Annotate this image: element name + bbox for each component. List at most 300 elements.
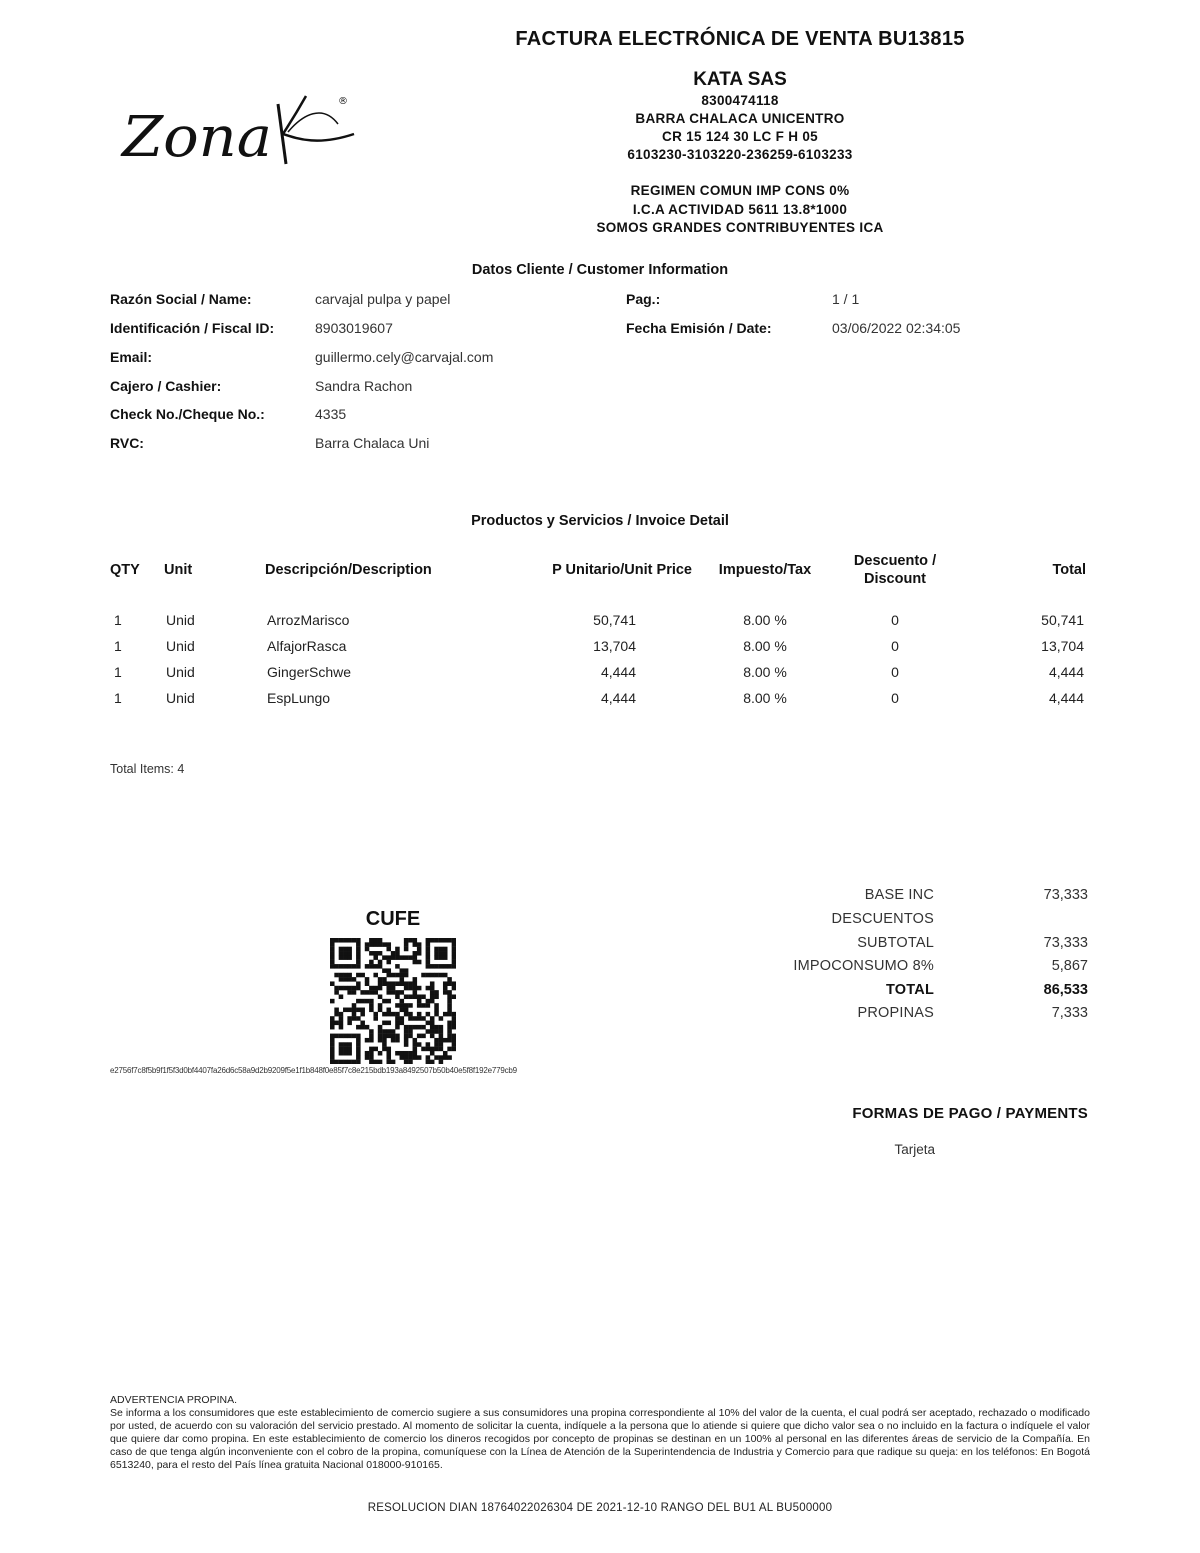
qr-module <box>373 986 378 991</box>
qr-module <box>395 994 400 999</box>
qr-module <box>443 973 448 978</box>
total-value: 86,533 <box>1043 982 1088 998</box>
tips-label: PROPINAS <box>857 1005 934 1021</box>
qr-module <box>347 1060 352 1064</box>
qr-module <box>356 938 361 943</box>
qr-module <box>404 938 409 943</box>
qr-module <box>373 951 378 956</box>
qr-module <box>360 1012 365 1017</box>
qr-module <box>434 1029 439 1034</box>
qr-module <box>386 1021 391 1026</box>
row-unit: Unid <box>166 638 195 654</box>
qr-module <box>404 1012 409 1017</box>
table-row <box>0 638 1200 664</box>
qr-module <box>434 1008 439 1013</box>
qr-module <box>439 955 444 960</box>
qr-module <box>439 1016 444 1021</box>
qr-module <box>339 1012 344 1017</box>
qr-module <box>347 955 352 960</box>
qr-module <box>343 1042 348 1047</box>
qr-module <box>426 955 431 960</box>
qr-module <box>430 994 435 999</box>
qr-module <box>334 1060 339 1064</box>
qr-module <box>400 1003 405 1008</box>
qr-module <box>330 951 335 956</box>
qr-module <box>417 999 422 1004</box>
qr-module <box>391 1060 396 1064</box>
qr-module <box>347 977 352 982</box>
qr-module <box>330 942 335 947</box>
qr-module <box>330 955 335 960</box>
qr-code-graphic <box>330 938 456 1064</box>
qr-module <box>400 955 405 960</box>
qr-module <box>373 955 378 960</box>
qr-module <box>373 1047 378 1052</box>
qr-module <box>443 955 448 960</box>
qr-module <box>452 938 456 943</box>
qr-module <box>404 1055 409 1060</box>
qr-module <box>369 999 374 1004</box>
qr-module <box>430 1021 435 1026</box>
qr-module <box>408 986 413 991</box>
qr-module <box>365 999 370 1004</box>
qr-module <box>347 964 352 969</box>
qr-module <box>343 1060 348 1064</box>
qr-module <box>400 1008 405 1013</box>
qr-module <box>400 1016 405 1021</box>
qr-module <box>378 1060 383 1064</box>
qr-module <box>391 981 396 986</box>
qr-module <box>395 947 400 952</box>
qr-module <box>395 1025 400 1030</box>
qr-module <box>369 1051 374 1056</box>
qr-module <box>330 938 335 943</box>
qr-module <box>400 1055 405 1060</box>
row-total: 4,444 <box>1048 690 1084 706</box>
qr-module <box>430 990 435 995</box>
col-header-qty: QTY <box>110 562 140 578</box>
qr-module <box>373 973 378 978</box>
qr-module <box>452 994 456 999</box>
qr-module <box>447 1055 452 1060</box>
qr-module <box>356 955 361 960</box>
qr-module <box>360 1008 365 1013</box>
qr-module <box>339 1042 344 1047</box>
qr-module <box>330 947 335 952</box>
ica-line: I.C.A ACTIVIDAD 5611 13.8*1000 <box>632 201 848 217</box>
table-row <box>0 612 1200 638</box>
qr-module <box>386 1060 391 1064</box>
qr-module <box>400 990 405 995</box>
qr-module <box>369 942 374 947</box>
qr-module <box>356 964 361 969</box>
qr-module <box>356 1034 361 1039</box>
email-value: guillermo.cely@carvajal.com <box>315 349 494 365</box>
qr-module <box>439 1060 444 1064</box>
invoice-detail-heading: Productos y Servicios / Invoice Detail <box>471 513 729 529</box>
row-unit-price: 50,741 <box>593 612 636 628</box>
qr-module <box>356 999 361 1004</box>
qr-module <box>386 942 391 947</box>
contributors-line: SOMOS GRANDES CONTRIBUYENTES ICA <box>596 220 884 235</box>
qr-module <box>352 1034 357 1039</box>
company-phones: 6103230-3103220-236259-6103233 <box>627 147 853 162</box>
qr-module <box>369 1003 374 1008</box>
qr-module <box>404 1060 409 1064</box>
qr-module <box>378 942 383 947</box>
qr-module <box>395 990 400 995</box>
qr-module <box>352 986 357 991</box>
qr-module <box>378 951 383 956</box>
qr-module <box>404 1038 409 1043</box>
qr-module <box>378 1034 383 1039</box>
qr-module <box>426 964 431 969</box>
qr-module <box>334 964 339 969</box>
qr-module <box>373 942 378 947</box>
document-title: FACTURA ELECTRÓNICA DE VENTA BU13815 <box>515 28 965 50</box>
subtotal-label: SUBTOTAL <box>857 935 934 951</box>
qr-module <box>386 1034 391 1039</box>
qr-module <box>447 1003 452 1008</box>
qr-module <box>417 1042 422 1047</box>
qr-module <box>339 986 344 991</box>
qr-module <box>439 1042 444 1047</box>
qr-module <box>373 964 378 969</box>
qr-module <box>417 1034 422 1039</box>
qr-module <box>339 938 344 943</box>
row-unit-price: 13,704 <box>593 638 636 654</box>
qr-module <box>408 1012 413 1017</box>
qr-module <box>330 1038 335 1043</box>
qr-module <box>339 977 344 982</box>
qr-module <box>386 960 391 965</box>
qr-module <box>334 1008 339 1013</box>
qr-module <box>330 981 335 986</box>
qr-module <box>439 1038 444 1043</box>
qr-module <box>439 1034 444 1039</box>
qr-module <box>347 973 352 978</box>
qr-module <box>447 990 452 995</box>
qr-module <box>404 1025 409 1030</box>
col-header-description: Descripción/Description <box>265 562 432 578</box>
qr-module <box>413 1016 418 1021</box>
check-label: Check No./Cheque No.: <box>110 406 265 422</box>
table-row <box>0 664 1200 690</box>
qr-module <box>382 1029 387 1034</box>
impoconsumo-value: 5,867 <box>1051 958 1088 974</box>
qr-module <box>395 1051 400 1056</box>
qr-module <box>447 1021 452 1026</box>
qr-module <box>386 947 391 952</box>
qr-module <box>421 994 426 999</box>
qr-module <box>417 1016 422 1021</box>
row-description: AlfajorRasca <box>267 638 347 654</box>
qr-module <box>373 938 378 943</box>
row-unit-price: 4,444 <box>600 690 636 706</box>
qr-module <box>413 981 418 986</box>
qr-module <box>426 1042 431 1047</box>
qr-module <box>439 964 444 969</box>
qr-module <box>452 960 456 965</box>
qr-module <box>443 1055 448 1060</box>
qr-module <box>391 951 396 956</box>
qr-module <box>452 1038 456 1043</box>
qr-module <box>439 973 444 978</box>
qr-module <box>447 1034 452 1039</box>
qr-module <box>347 1042 352 1047</box>
qr-module <box>447 994 452 999</box>
qr-module <box>452 981 456 986</box>
company-branch: BARRA CHALACA UNICENTRO <box>635 111 845 126</box>
total-items: Total Items: 4 <box>110 762 185 776</box>
qr-module <box>382 968 387 973</box>
row-description: ArrozMarisco <box>267 612 350 628</box>
qr-module <box>413 960 418 965</box>
qr-module <box>443 986 448 991</box>
company-info <box>540 68 940 164</box>
qr-module <box>356 1055 361 1060</box>
qr-module <box>386 990 391 995</box>
qr-module <box>426 951 431 956</box>
page-value: 1 / 1 <box>832 291 860 307</box>
qr-module <box>343 1047 348 1052</box>
qr-module <box>404 1042 409 1047</box>
qr-module <box>421 1047 426 1052</box>
qr-module <box>426 1060 431 1064</box>
qr-module <box>404 981 409 986</box>
qr-module <box>400 981 405 986</box>
qr-module <box>373 1012 378 1017</box>
qr-module <box>452 942 456 947</box>
qr-module <box>417 986 422 991</box>
qr-module <box>430 1034 435 1039</box>
qr-module <box>434 938 439 943</box>
qr-module <box>395 1012 400 1017</box>
qr-module <box>443 951 448 956</box>
qr-module <box>413 986 418 991</box>
qr-module <box>452 1021 456 1026</box>
qr-module <box>391 1034 396 1039</box>
qr-module <box>400 977 405 982</box>
company-address: CR 15 124 30 LC F H 05 <box>662 129 818 144</box>
qr-module <box>382 1047 387 1052</box>
qr-module <box>352 964 357 969</box>
qr-module <box>439 951 444 956</box>
qr-module <box>343 951 348 956</box>
svg-text:Zona: Zona <box>119 105 272 170</box>
qr-module <box>365 990 370 995</box>
qr-module <box>347 1021 352 1026</box>
qr-module <box>378 938 383 943</box>
qr-module <box>408 1029 413 1034</box>
qr-module <box>347 951 352 956</box>
qr-module <box>369 1055 374 1060</box>
qr-module <box>339 1034 344 1039</box>
qr-module <box>452 1016 456 1021</box>
qr-module <box>391 955 396 960</box>
qr-module <box>408 1003 413 1008</box>
row-qty: 1 <box>114 638 122 654</box>
qr-module <box>408 1025 413 1030</box>
payment-method: Tarjeta <box>894 1142 935 1157</box>
qr-module <box>334 973 339 978</box>
qr-module <box>417 1055 422 1060</box>
company-name: KATA SAS <box>693 69 787 90</box>
base-inc-label: BASE INC <box>864 887 934 903</box>
qr-module <box>443 990 448 995</box>
qr-module <box>382 981 387 986</box>
qr-module <box>395 1034 400 1039</box>
qr-module <box>334 1021 339 1026</box>
qr-module <box>426 1021 431 1026</box>
qr-module <box>430 1047 435 1052</box>
qr-module <box>334 986 339 991</box>
qr-module <box>443 947 448 952</box>
row-total: 4,444 <box>1048 664 1084 680</box>
col-header-tax: Impuesto/Tax <box>718 562 812 578</box>
qr-module <box>395 1003 400 1008</box>
qr-module <box>339 1025 344 1030</box>
qr-module <box>443 1038 448 1043</box>
qr-module <box>356 1025 361 1030</box>
row-discount: 0 <box>891 638 899 654</box>
qr-module <box>404 986 409 991</box>
qr-module <box>360 990 365 995</box>
qr-module <box>447 938 452 943</box>
qr-module <box>421 1016 426 1021</box>
qr-module <box>413 938 418 943</box>
qr-module <box>439 1025 444 1030</box>
qr-module <box>430 938 435 943</box>
qr-module <box>400 1051 405 1056</box>
qr-module <box>395 1021 400 1026</box>
total-label: TOTAL <box>886 982 934 998</box>
qr-module <box>447 981 452 986</box>
qr-module <box>378 1025 383 1030</box>
tip-warning-title: ADVERTENCIA PROPINA. <box>110 1394 238 1406</box>
fiscal-id-value: 8903019607 <box>315 320 393 336</box>
qr-module <box>339 1060 344 1064</box>
qr-module <box>430 981 435 986</box>
qr-module <box>356 947 361 952</box>
qr-module <box>430 1060 435 1064</box>
col-header-total: Total <box>1052 562 1086 578</box>
qr-module <box>365 947 370 952</box>
qr-module <box>413 1051 418 1056</box>
qr-module <box>347 1034 352 1039</box>
qr-module <box>413 951 418 956</box>
qr-module <box>339 994 344 999</box>
qr-module <box>386 981 391 986</box>
qr-module <box>373 1016 378 1021</box>
qr-module <box>378 1029 383 1034</box>
qr-module <box>443 981 448 986</box>
qr-module <box>452 1047 456 1052</box>
qr-module <box>347 986 352 991</box>
qr-module <box>373 1060 378 1064</box>
row-qty: 1 <box>114 690 122 706</box>
qr-module <box>330 1021 335 1026</box>
qr-module <box>343 964 348 969</box>
qr-module <box>378 981 383 986</box>
qr-module <box>400 999 405 1004</box>
col-header-discount-line2: Discount <box>863 571 927 587</box>
qr-module <box>352 1003 357 1008</box>
qr-module <box>334 990 339 995</box>
qr-module <box>447 1012 452 1017</box>
qr-module <box>391 973 396 978</box>
qr-module <box>330 1051 335 1056</box>
qr-module <box>352 1016 357 1021</box>
qr-module <box>356 1060 361 1064</box>
qr-module <box>352 1060 357 1064</box>
qr-module <box>430 1051 435 1056</box>
qr-module <box>452 947 456 952</box>
qr-module <box>408 1016 413 1021</box>
qr-module <box>452 964 456 969</box>
row-total: 13,704 <box>1041 638 1084 654</box>
qr-module <box>352 1008 357 1013</box>
qr-module <box>452 1042 456 1047</box>
qr-module <box>356 1016 361 1021</box>
qr-module <box>330 1042 335 1047</box>
qr-module <box>347 947 352 952</box>
qr-module <box>421 1003 426 1008</box>
qr-module <box>434 1047 439 1052</box>
qr-module <box>404 994 409 999</box>
qr-module <box>439 947 444 952</box>
cashier-label: Cajero / Cashier: <box>110 378 222 394</box>
qr-module <box>365 1038 370 1043</box>
qr-module <box>434 1025 439 1030</box>
qr-module <box>404 1008 409 1013</box>
qr-module <box>426 973 431 978</box>
page-label: Pag.: <box>626 291 661 307</box>
email-label: Email: <box>110 349 153 365</box>
cashier-value: Sandra Rachon <box>315 378 413 394</box>
qr-module <box>378 964 383 969</box>
qr-module <box>447 1038 452 1043</box>
qr-module <box>413 955 418 960</box>
qr-module <box>369 986 374 991</box>
col-header-unit: Unit <box>164 562 193 578</box>
company-nit: 8300474118 <box>701 93 779 108</box>
qr-module <box>395 964 400 969</box>
cufe-label: CUFE <box>365 908 421 930</box>
qr-module <box>404 955 409 960</box>
qr-module <box>386 1051 391 1056</box>
qr-module <box>417 1003 422 1008</box>
qr-module <box>391 986 396 991</box>
qr-module <box>434 1003 439 1008</box>
qr-module <box>343 947 348 952</box>
qr-module <box>404 1051 409 1056</box>
qr-module <box>330 1060 335 1064</box>
qr-module <box>443 1012 448 1017</box>
qr-module <box>378 960 383 965</box>
cufe-hash: e2756f7c8f5b9f1f5f3d0bf4407fa26d6c58a9d2b9209f5e1f1b848f0e85f7c8e215bdb193a8492507b50b40e5f8f192e779cb9 <box>110 1066 517 1075</box>
qr-module <box>356 960 361 965</box>
qr-module <box>400 968 405 973</box>
row-tax: 8.00 % <box>743 690 787 706</box>
qr-module <box>347 1051 352 1056</box>
name-label: Razón Social / Name: <box>110 291 252 307</box>
qr-module <box>352 990 357 995</box>
qr-module <box>378 1051 383 1056</box>
qr-module <box>404 973 409 978</box>
qr-module <box>347 990 352 995</box>
row-description: GingerSchwe <box>267 664 352 680</box>
